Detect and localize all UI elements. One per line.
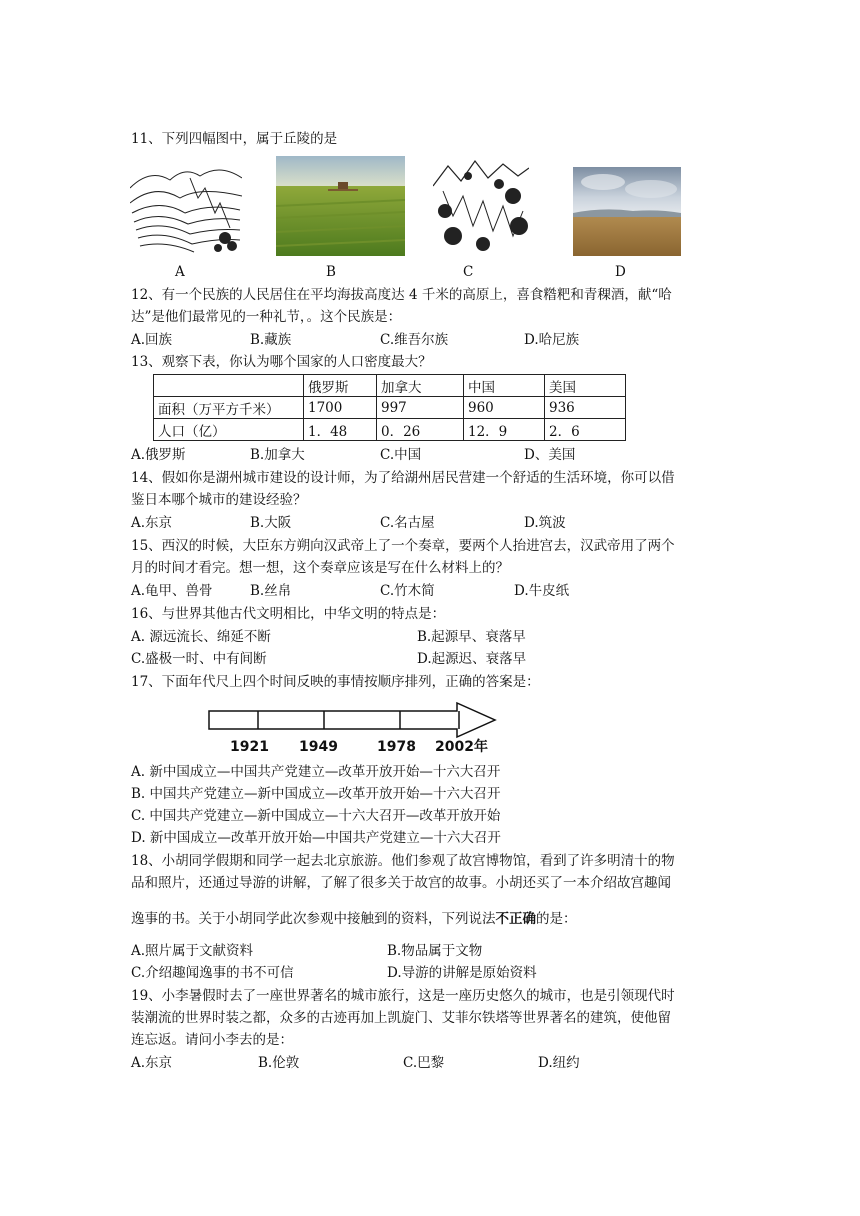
q18-emphasis-not-correct: 不正确 [495,911,536,927]
q13-option-a: A.俄罗斯 [131,447,186,463]
q17-option-b: B. 中国共产党建立—新中国成立—改革开放开始—十六大召开 [131,786,501,802]
q18-stem-line3-pre: 逸事的书。关于小胡同学此次参观中接触到的资料，下列说法 [131,911,496,927]
image-label-c: C [463,264,474,280]
table-cell: 人口（亿） [154,419,304,441]
q17-option-d: D. 新中国成立—改革开放开始—中国共产党建立—十六大召开 [131,830,501,846]
table-cell: 1．48 [304,419,377,441]
q12-option-a: A.回族 [131,332,173,348]
q14-option-c: C.名古屋 [380,515,435,531]
q15-stem-line2: 月的时间才看完。想一想，这个奏章应该是写在什么材料上的？ [131,560,509,576]
q19-option-d: D.纽约 [538,1055,580,1071]
table-header-cell [154,375,304,397]
table-cell: 1700 [304,397,377,419]
table-header-cell: 加拿大 [377,375,464,397]
table-header-cell: 美国 [545,375,626,397]
q15-option-b: B.丝帛 [250,583,292,599]
q12-option-b: B.藏族 [250,332,292,348]
q18-stem-line3 [131,909,577,929]
q14-option-d: D.筑波 [524,515,566,531]
q12-stem-line1: 12、有一个民族的人民居住在平均海拔高度达 4 千米的高原上，喜食糌粑和青稞酒，献“哈 [131,287,672,303]
q16-stem: 16、与世界其他古代文明相比，中华文明的特点是： [131,606,446,622]
table-row [154,419,626,441]
q14-stem-line2: 鉴日本哪个城市的建设经验？ [131,492,307,508]
table-cell: 960 [464,397,545,419]
q15-option-d: D.牛皮纸 [514,583,570,599]
q14-option-a: A.东京 [131,515,173,531]
q12-option-c: C.维吾尔族 [380,332,449,348]
q18-stem-line2: 品和照片，还通过导游的讲解，了解了很多关于故宫的故事。小胡还买了一本介绍故宫趣闻 [131,875,671,891]
q19-stem-line3: 连忘返。请问小李去的是： [131,1032,293,1048]
q16-option-a: A. 源远流长、绵延不断 [131,629,271,645]
q15-stem-line1: 15、西汉的时候，大臣东方朔向汉武帝上了一个奏章，要两个人抬进宫去，汉武帝用了两个 [131,538,675,554]
q18-option-c: C.介绍趣闻逸事的书不可信 [131,965,294,981]
q15-option-a: A.龟甲、兽骨 [131,583,213,599]
q19-option-c: C.巴黎 [403,1055,445,1071]
q18-option-b: B.物品属于文物 [387,943,483,959]
q14-option-b: B.大阪 [250,515,292,531]
q19-stem-line2: 装潮流的世界时装之都，众多的古迹再加上凯旋门、艾菲尔铁塔等世界著名的建筑，使他留 [131,1010,671,1026]
q12-option-d: D.哈尼族 [524,332,580,348]
q16-option-d: D.起源迟、衰落早 [417,651,527,667]
q12-stem-line2: 达”是他们最常见的一种礼节，。这个民族是： [131,309,402,325]
q13-option-d: D、美国 [524,447,576,463]
hill-sketch-image-a [130,158,242,256]
q13-option-b: B.加拿大 [250,447,305,463]
table-cell: 2．6 [545,419,626,441]
timeline-ruler [207,700,507,762]
q19-option-a: A.东京 [131,1055,173,1071]
table-header-cell: 俄罗斯 [304,375,377,397]
timeline-year-2002: 2002年 [435,739,488,755]
q16-option-b: B.起源早、衰落早 [417,629,526,645]
q16-option-c: C.盛极一时、中有间断 [131,651,267,667]
farmland-photo-image-b [276,156,405,256]
table-header-row [154,375,626,397]
table-cell: 面积（万平方千米） [154,397,304,419]
q18-stem-line3-post: 的是： [536,911,577,927]
q15-option-c: C.竹木简 [380,583,435,599]
table-row [154,397,626,419]
population-table [153,374,626,441]
q14-stem-line1: 14、假如你是湖州城市建设的设计师，为了给湖州居民营建一个舒适的生活环境，你可以借 [131,470,675,486]
timeline-year-1921: 1921 [230,739,269,755]
q11-stem: 11、下列四幅图中，属于丘陵的是 [131,131,338,147]
q13-stem: 13、观察下表，你认为哪个国家的人口密度最大？ [131,354,432,370]
q19-option-b: B.伦敦 [258,1055,300,1071]
image-label-a: A [175,264,185,280]
plateau-photo-image-d [573,167,681,256]
q18-option-a: A.照片属于文献资料 [131,943,254,959]
q17-option-c: C. 中国共产党建立—新中国成立—十六大召开—改革开放开始 [131,808,501,824]
image-label-d: D [615,264,626,280]
table-cell: 936 [545,397,626,419]
q17-stem: 17、下面年代尺上四个时间反映的事情按顺序排列，正确的答案是： [131,674,540,690]
table-header-cell: 中国 [464,375,545,397]
timeline-year-1949: 1949 [299,739,338,755]
q18-stem-line1: 18、小胡同学假期和同学一起去北京旅游。他们参观了故宫博物馆，看到了许多明清十的物 [131,853,675,869]
table-cell: 12．9 [464,419,545,441]
timeline-year-1978: 1978 [377,739,416,755]
image-label-b: B [326,264,336,280]
q18-option-d: D.导游的讲解是原始资料 [387,965,537,981]
table-cell: 0．26 [377,419,464,441]
q17-option-a: A. 新中国成立—中国共产党建立—改革开放开始—十六大召开 [131,764,501,780]
q19-stem-line1: 19、小李暑假时去了一座世界著名的城市旅行，这是一座历史悠久的城市，也是引领现代时 [131,988,675,1004]
table-cell: 997 [377,397,464,419]
q13-option-c: C.中国 [380,447,422,463]
mountain-sketch-image-c [433,156,529,256]
